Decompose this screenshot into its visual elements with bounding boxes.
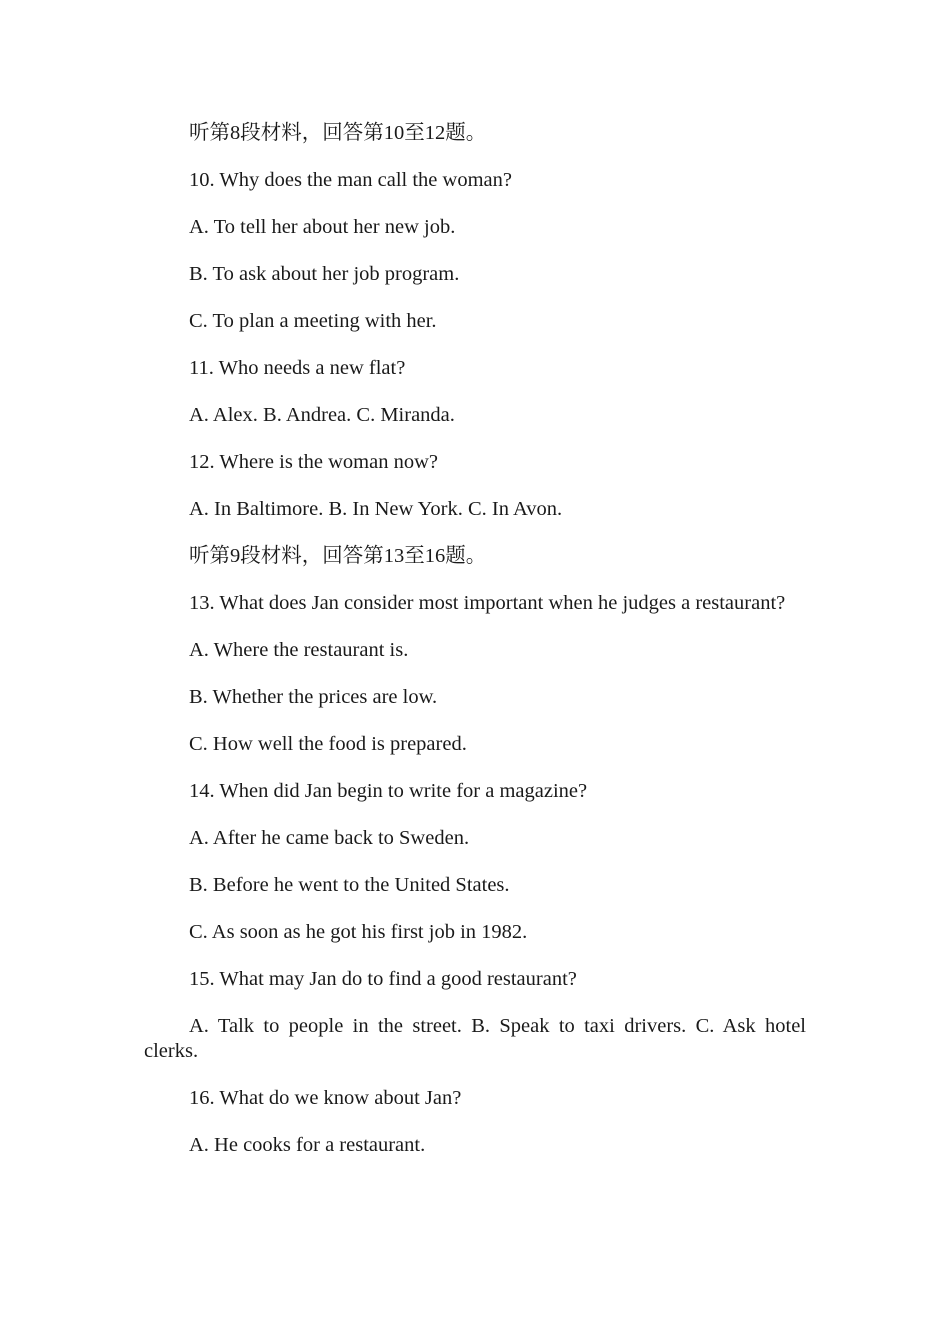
question-10: 10. Why does the man call the woman? xyxy=(189,169,512,191)
document-page xyxy=(144,121,806,1180)
option-10-c: C. To plan a meeting with her. xyxy=(189,310,437,332)
option-10-b: B. To ask about her job program. xyxy=(189,263,460,285)
question-16: 16. What do we know about Jan? xyxy=(189,1087,462,1109)
section-instruction-9: 听第9段材料，回答第13至16题。 xyxy=(189,545,487,567)
question-14: 14. When did Jan begin to write for a magazine? xyxy=(189,780,588,802)
section-instruction-8: 听第8段材料，回答第10至12题。 xyxy=(189,122,487,144)
option-13-b: B. Whether the prices are low. xyxy=(189,686,438,708)
question-11: 11. Who needs a new flat? xyxy=(189,357,406,379)
option-16-a: A. He cooks for a restaurant. xyxy=(189,1134,426,1156)
question-15: 15. What may Jan do to find a good restaurant? xyxy=(189,968,577,990)
option-14-c: C. As soon as he got his first job in 1982. xyxy=(189,921,528,943)
question-12: 12. Where is the woman now? xyxy=(189,451,438,473)
options-15: A. Talk to people in the street. B. Speak to taxi drivers. C. Ask hotel clerks. xyxy=(144,1015,806,1062)
options-12: A. In Baltimore. B. In New York. C. In Avon. xyxy=(189,498,563,520)
option-14-b: B. Before he went to the United States. xyxy=(189,874,510,896)
option-13-c: C. How well the food is prepared. xyxy=(189,733,467,755)
question-13: 13. What does Jan consider most important when he judges a restaurant? xyxy=(189,592,786,614)
option-14-a: A. After he came back to Sweden. xyxy=(189,827,470,849)
option-10-a: A. To tell her about her new job. xyxy=(189,216,456,238)
options-11: A. Alex. B. Andrea. C. Miranda. xyxy=(189,404,455,426)
option-13-a: A. Where the restaurant is. xyxy=(189,639,409,661)
